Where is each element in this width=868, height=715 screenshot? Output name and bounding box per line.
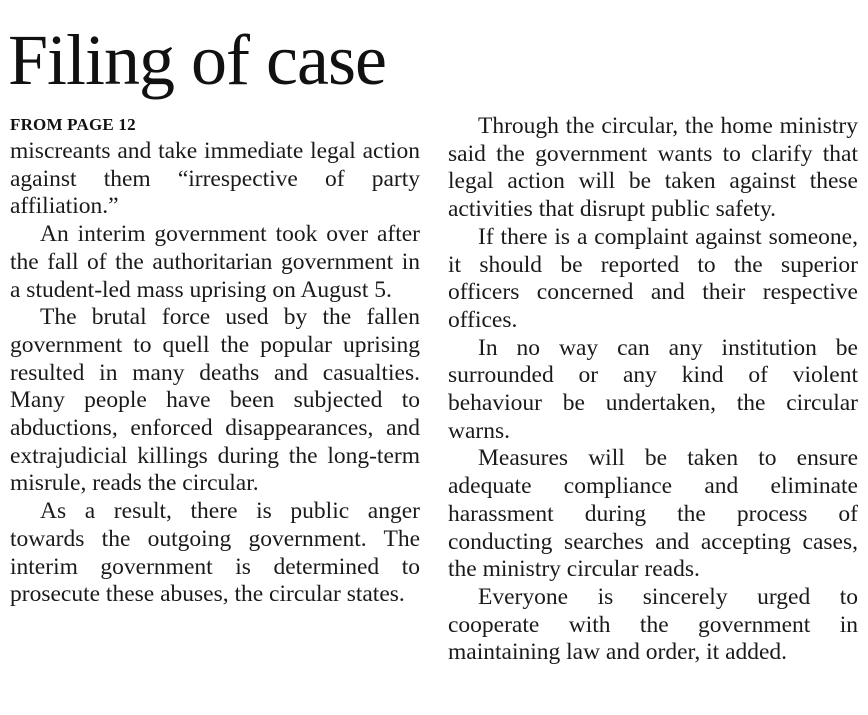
paragraph: In no way can any institution be surrounded or any kind of violent behaviour be undertaken, the circular warns. [448,334,858,444]
paragraph: An interim government took over after the fall of the authoritarian government in a student-led mass uprising on August 5. [10,221,420,303]
paragraph: As a result, there is public anger towards the outgoing government. The interim government is determined to prosecute these abuses, the circular states. [10,498,420,608]
paragraph: Through the circular, the home ministry said the government wants to clarify that legal action will be taken against these activities that disrupt public safety. [448,113,858,223]
headline: Filing of case [8,20,386,100]
paragraph: Everyone is sincerely urged to cooperate with the government in maintaining law and order, it added. [448,583,858,666]
paragraph: miscreants and take immediate legal action against them “irrespective of party affiliation.” [10,138,420,220]
left-column [10,138,420,609]
paragraph: Measures will be taken to ensure adequate compliance and eliminate harassment during the process of conducting searches and accepting cases, the ministry circular reads. [448,445,858,583]
continued-from-kicker: FROM PAGE 12 [10,115,136,134]
paragraph: The brutal force used by the fallen government to quell the popular uprising resulted in many deaths and casualties. Many people have been subjected to abductions, enforced disappearances, and extrajudicial killings during the long-term misrule, reads the circular. [10,304,420,497]
right-column [448,113,858,667]
paragraph: If there is a complaint against someone, it should be reported to the superior officers concerned and their respective offices. [448,223,858,333]
